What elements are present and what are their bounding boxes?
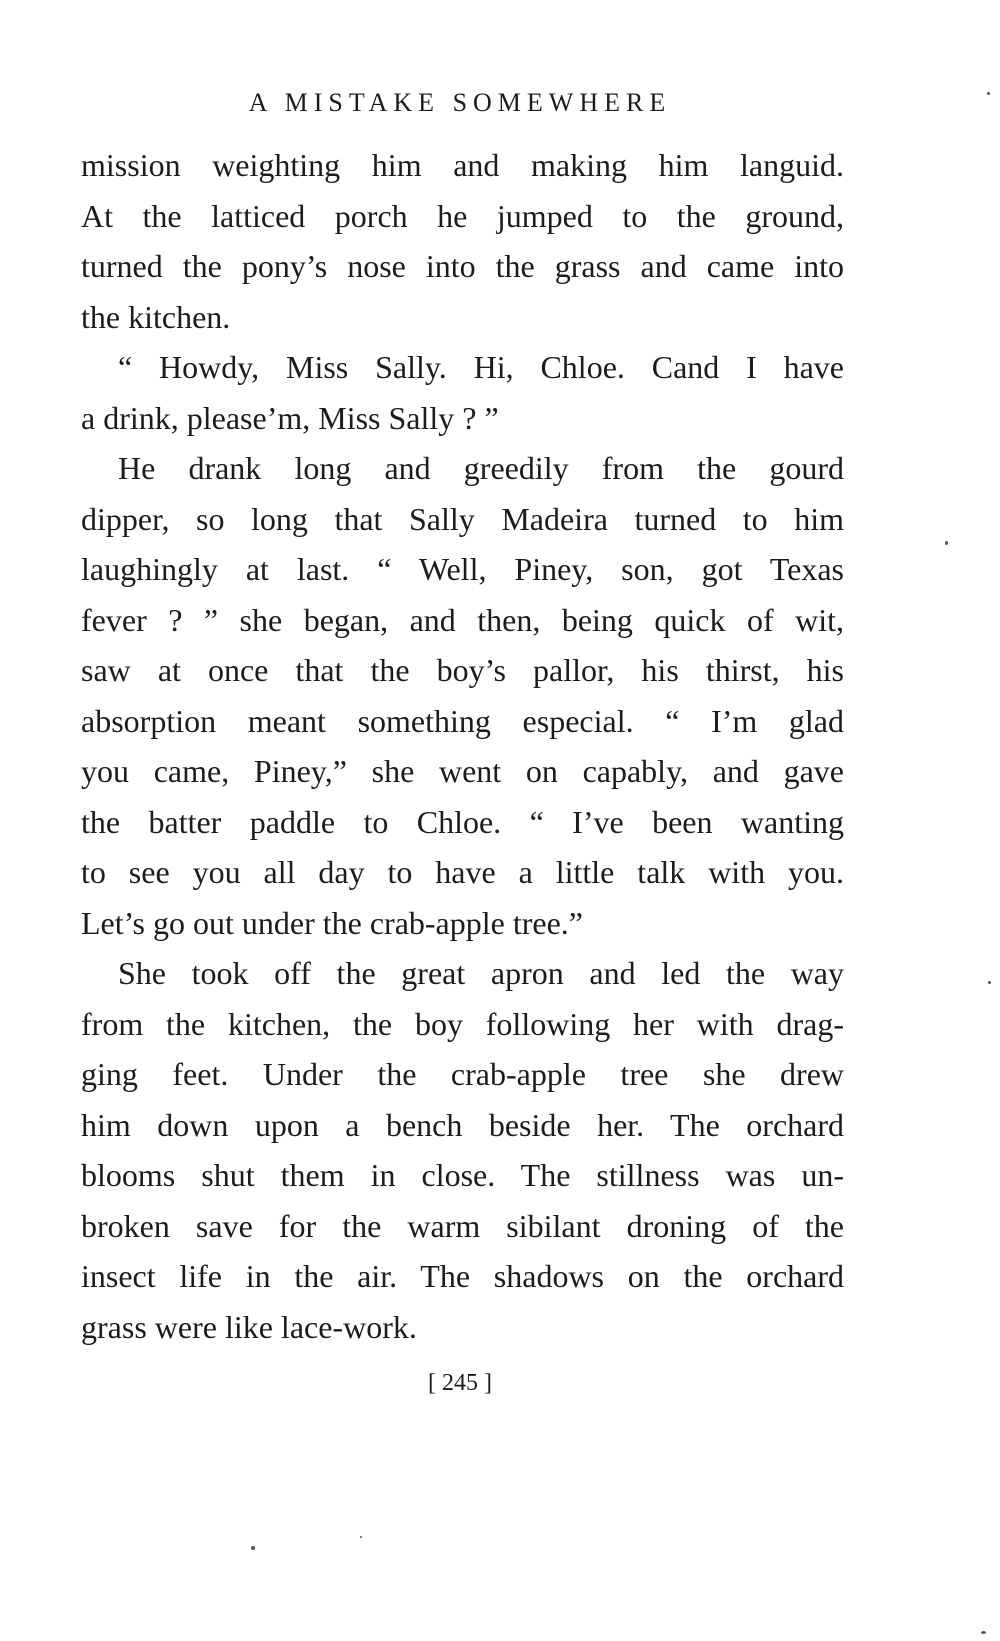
scan-speck bbox=[988, 981, 991, 984]
text-line: insect life in the air. The shadows on the orchard bbox=[81, 1258, 844, 1294]
text-line: saw at once that the boy’s pallor, his thirst, his bbox=[81, 652, 844, 688]
text-line: Let’s go out under the crab-apple tree.” bbox=[81, 904, 583, 941]
text-line: dipper, so long that Sally Madeira turned to him bbox=[81, 500, 844, 537]
running-title: A MISTAKE SOMEWHERE bbox=[248, 88, 672, 117]
text-line: a drink, please’m, Miss Sally ? ” bbox=[81, 399, 499, 436]
page-number: [ 245 ] bbox=[428, 1370, 492, 1396]
text-line: blooms shut them in close. The stillness was un- bbox=[81, 1157, 844, 1193]
text-line: She took off the great apron and led the way bbox=[118, 955, 844, 991]
text-line: absorption meant something especial. “ I’m glad bbox=[81, 702, 844, 739]
text-line: you came, Piney,” she went on capably, and gave bbox=[81, 753, 844, 789]
text-line: He drank long and greedily from the gourd bbox=[118, 450, 844, 486]
text-line: to see you all day to have a little talk with you. bbox=[81, 854, 844, 890]
text-line: broken save for the warm sibilant droning of the bbox=[81, 1207, 844, 1244]
scan-speck bbox=[945, 541, 948, 545]
text-line: the kitchen. bbox=[81, 298, 231, 335]
text-line: At the latticed porch he jumped to the ground, bbox=[81, 197, 844, 234]
scan-speck bbox=[981, 1631, 986, 1634]
text-line: the batter paddle to Chloe. “ I’ve been wanting bbox=[81, 803, 844, 840]
text-line: fever ? ” she began, and then, being quick of wit, bbox=[81, 601, 844, 638]
text-line: ging feet. Under the crab-apple tree she drew bbox=[81, 1056, 844, 1092]
scan-speck bbox=[251, 1546, 255, 1550]
page-body bbox=[81, 140, 844, 1352]
text-line: grass were like lace-work. bbox=[81, 1308, 417, 1345]
text-line: laughingly at last. “ Well, Piney, son, got Texas bbox=[81, 551, 844, 587]
text-line: mission weighting him and making him languid. bbox=[81, 147, 844, 183]
text-line: him down upon a bench beside her. The orchard bbox=[81, 1106, 844, 1143]
text-line: from the kitchen, the boy following her with drag- bbox=[81, 1005, 844, 1042]
scan-speck bbox=[360, 1536, 362, 1538]
scan-speck bbox=[987, 92, 990, 95]
text-line: turned the pony’s nose into the grass and came into bbox=[81, 248, 844, 284]
text-line: “ Howdy, Miss Sally. Hi, Chloe. Cand I have bbox=[118, 349, 844, 385]
